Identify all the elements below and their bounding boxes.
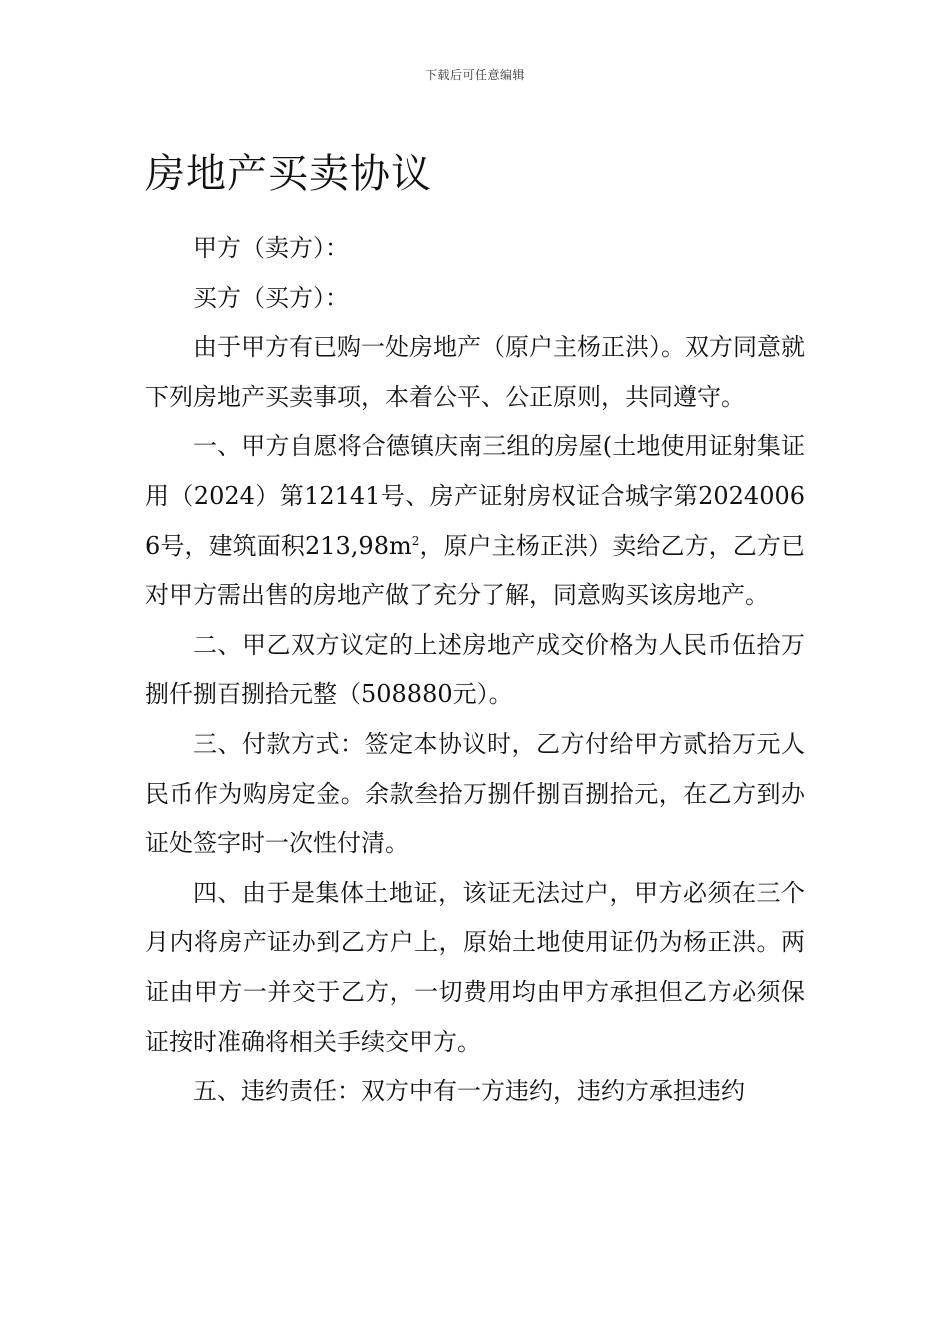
header-note: 下载后可任意编辑 (424, 68, 525, 82)
clause-3-paragraph: 三、付款方式：签定本协议时，乙方付给甲方贰拾万元人民币作为购房定金。余款叁拾万捌仟捌百捌拾元，在乙方到办证处签字时一次性付清。 (145, 729, 805, 858)
clause-1-text-end: ，原户主杨正洪）卖给乙方，乙方已对甲方需出售的房地产做了充分了解，同意购买该房地产。 (145, 531, 805, 610)
intro-paragraph: 由于甲方有已购一处房地产（原户主杨正洪）。双方同意就下列房地产买卖事项，本着公平、公正原则，共同遵守。 (145, 333, 805, 411)
party-b-line: 买方（买方）： (193, 283, 349, 312)
clause-1-text-start: 一、甲方自愿将合德镇庆南三组的房屋(土地使用证射集证用（2024）第12141号、房产证射房权证合城字第20240066号，建筑面积213,98m (145, 432, 805, 560)
clause-5-paragraph: 五、违约责任：双方中有一方违约，违约方承担违约 (193, 1077, 745, 1106)
square-meter-superscript: 2 (411, 533, 420, 548)
document-body (145, 224, 805, 1117)
party-a-line: 甲方（卖方）： (193, 234, 349, 262)
document-title: 房地产买卖协议 (145, 151, 432, 197)
clause-4-paragraph: 四、由于是集体土地证，该证无法过户，甲方必须在三个月内将房产证办到乙方户上，原始土地使用证仍为杨正洪。两证由甲方一并交于乙方，一切费用均由甲方承担但乙方必须保证按时准确将相关手续交甲方。 (145, 878, 805, 1056)
clause-2-paragraph: 二、甲乙双方议定的上述房地产成交价格为人民币伍拾万捌仟捌百捌拾元整（508880元）。 (145, 630, 805, 709)
clause-1-paragraph (145, 422, 805, 620)
